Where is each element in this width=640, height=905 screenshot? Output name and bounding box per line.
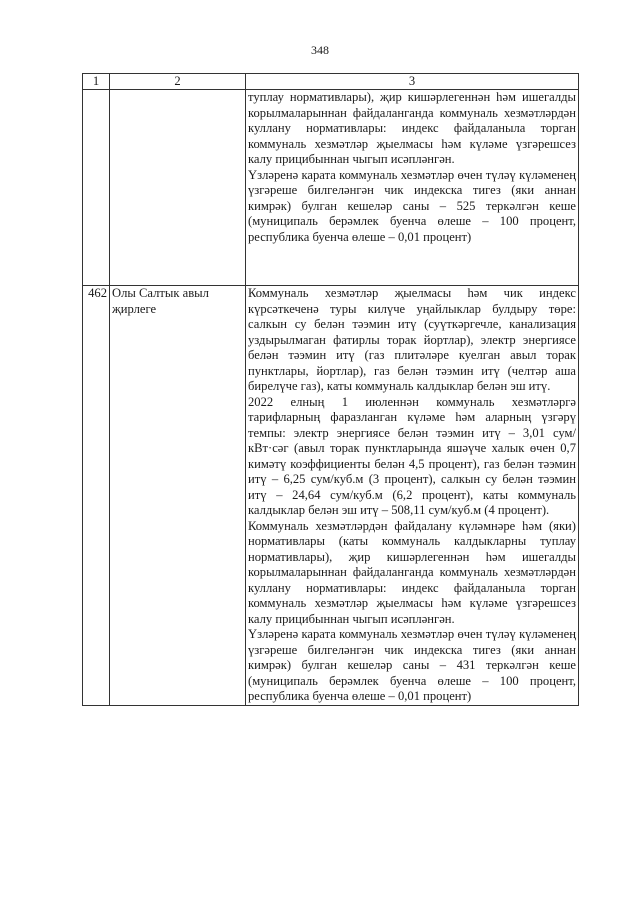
settlement-name: Олы Салтык авыл җирлеге: [110, 286, 246, 706]
table-row: [83, 90, 579, 286]
table-row: [83, 286, 579, 706]
document-table: [82, 73, 579, 706]
description-cell: [246, 90, 579, 286]
page-number: 348: [311, 43, 329, 57]
paragraph: Коммуналь хезмәтләрдән файдалану күләмнәре һәм (яки) нормативлары (каты коммуналь калдыкларны туплау нормативлары), җир кишәрлегеннән һәм ишегалды корылмаларыннан файдаланганда коммуналь хезмәтләрдән куллану нормативлары: индекс файдаланыла торган коммуналь хезмәтләр җыелмасы һәм күләме үзгәрешсез калу прицибыннан чыгып исәпләнгән.: [248, 518, 576, 626]
settlement-name: [110, 90, 246, 286]
paragraph: Үзләренә карата коммуналь хезмәтләр өчен түләү күләменең үзгәреше билгеләнгән чик индекска тигез (яки аннан кимрәк) булган кешеләр саны – 431 теркәлгән кеше (муниципаль берәмлек буенча өлеше – 100 процент, республика буенча өлеше – 0,01 процент): [248, 627, 576, 703]
header-cell-1: 1: [83, 74, 110, 90]
row-number: 462: [83, 286, 110, 706]
paragraph: Үзләренә карата коммуналь хезмәтләр өчен түләү күләменең үзгәреше билгеләнгән чик индекска тигез (яки аннан кимрәк) булган кешеләр саны – 525 теркәлгән кеше (муниципаль берәмлек буенча өлеше – 100 процент, республика буенча өлеше – 0,01 процент): [248, 167, 576, 244]
header-cell-2: 2: [110, 74, 246, 90]
header-cell-3: 3: [246, 74, 579, 90]
table-header-row: [83, 74, 579, 90]
paragraph: туплау нормативлары), җир кишәрлегеннән һәм ишегалды корылмаларыннан файдаланганда коммуналь хезмәтләрдән куллану нормативлары: индекс файдаланыла торган коммуналь хезмәтләр җыелмасы һәм күләме үзгәрешсез калу прицибыннан чыгып исәпләнгән.: [248, 90, 576, 166]
row-number: [83, 90, 110, 286]
description-cell: [246, 286, 579, 706]
paragraph: 2022 елның 1 июленнән коммуналь хезмәтләргә тарифларның фаразланган күләме һәм аларның үзгәрү темпы: электр энергиясе белән тәэмин итү – 3,01 сум/кВт·сәг (авыл торак пунктларында яшәүче халык өчен 0,7 кимәтү коэффициенты белән 4,5 процент), газ белән тәэмин итү – 6,25 сум/куб.м (3 процент), салкын су белән тәэмин итү – 24,64 сум/куб.м (6,2 процент), каты коммуналь калдыклар белән эш итү – 508,11 сум/куб.м (4 процент).: [248, 394, 576, 517]
paragraph: Коммуналь хезмәтләр җыелмасы һәм чик индекс күрсәткеченә туры килүче уңайлыклар булдыру төре: салкын су белән тәэмин итү (суүткәргечле, канализация уздырылмаган фатирлы торак йортлар), электр энергиясе белән тәэмин итү (газ плитәләре куелган авыл торак пунктлары, йортлар), газ белән тәэмин итү (челтәр аша бирелүче газ), каты коммуналь калдыклар белән эш итү.: [248, 286, 576, 393]
